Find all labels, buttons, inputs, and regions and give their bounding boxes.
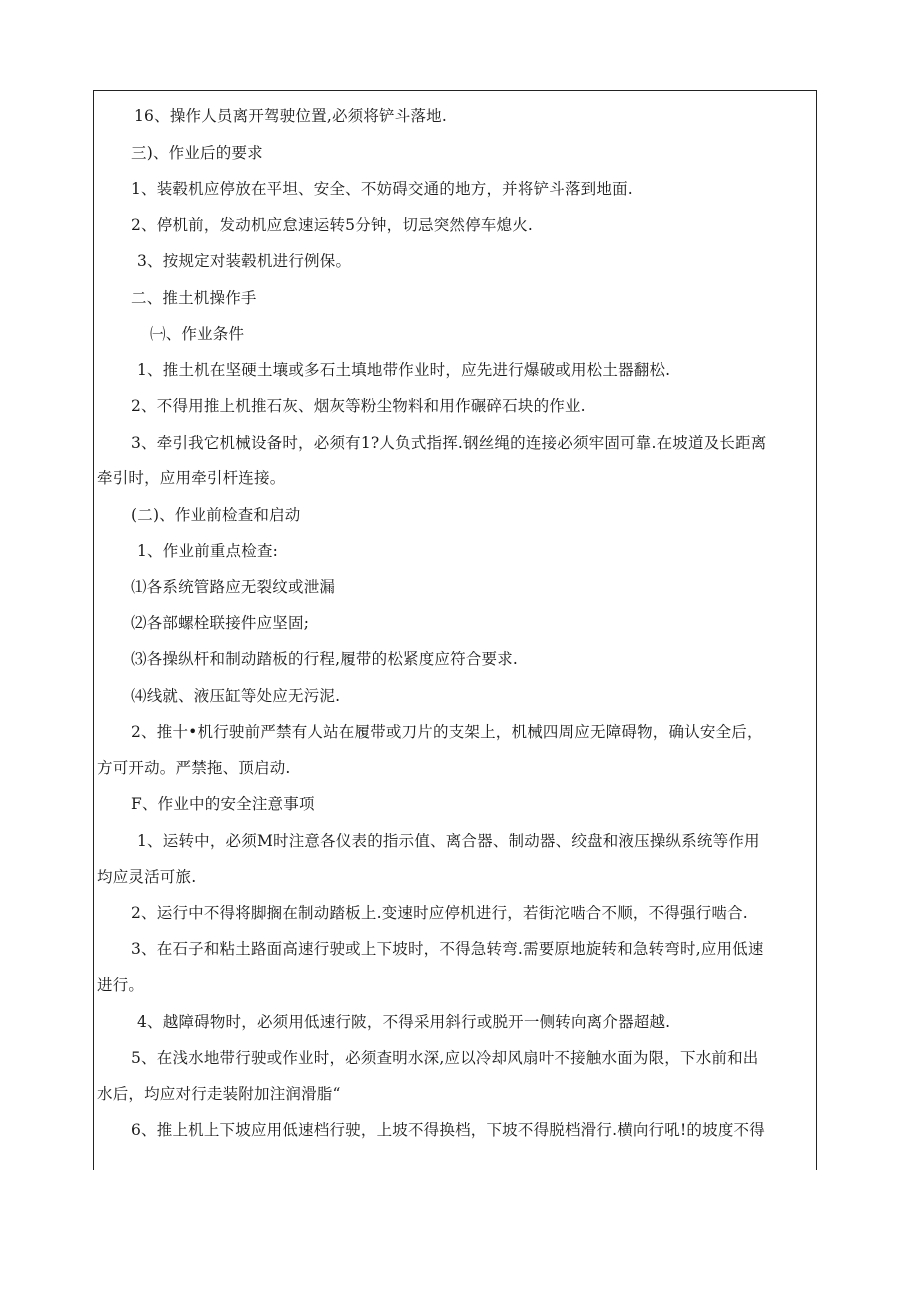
text-line: 均应灵活可旅. [97,868,197,886]
text-line: 3、在石子和粘土路面高速行驶或上下坡时，不得急转弯.需要原地旋转和急转弯时,应用低速 [131,940,764,958]
text-line: 16、操作人员离开驾驶位置,必须将铲斗落地. [134,107,447,125]
text-line: 3、按规定对装毂机进行例保。 [137,252,352,270]
text-line: 水后，均应对行走装附加注润滑脂“ [97,1085,341,1103]
text-line: 2、不得用推上机推石灰、烟灰等粉尘物料和用作碾碎石块的作业. [131,397,586,415]
text-line: 2、运行中不得将脚搁在制动踏板上.变速时应停机进行，若街沱啮合不顺，不得强行啮合. [131,904,748,922]
text-line: 6、推上机上下坡应用低速档行驶，上坡不得换档，下坡不得脱档滑行.横向行吼!的坡度不得 [131,1121,765,1139]
text-line: 牵引时，应用牵引杆连接。 [97,469,286,487]
text-line: 1、推土机在坚硬土壤或多石土填地带作业时，应先进行爆破或用松土器翻松. [137,361,671,379]
text-line: ⑵各部螺栓联接件应坚固; [131,614,310,632]
section-heading: ㈠、作业条件 [150,325,245,343]
section-heading: (二)、作业前检查和启动 [131,506,301,524]
text-line: ⑷线就、液压缸等处应无污泥. [131,687,341,705]
text-line: ⑴各系统管路应无裂纹或泄漏 [131,578,336,596]
text-line: 1、作业前重点检查: [137,542,279,560]
text-line: 进行。 [97,976,145,994]
text-line: 4、越障碍物时，必须用低速行陂，不得采用斜行或脱开一侧转向离介器超越. [137,1013,671,1031]
text-line: 方可开动。严禁拖、顶启动. [97,759,291,777]
text-line: ⑶各操纵杆和制动踏板的行程,履带的松紧度应符合要求. [131,650,519,668]
text-line: 2、停机前，发动机应怠速运转5分钟，切忌突然停车熄火. [131,216,534,234]
section-heading: F、作业中的安全注意事项 [131,795,315,813]
section-heading: 三)、作业后的要求 [131,144,263,162]
text-line: 1、装毂机应停放在平坦、安全、不妨碍交通的地方，并将铲斗落到地面. [131,180,633,198]
text-line: 3、牵引我它机械设备时，必须有1?人负式指挥.钢丝绳的连接必须牢固可靠.在坡道及长距离 [131,434,767,452]
text-line: 1、运转中，必须M时注意各仪表的指示值、离合器、制动器、绞盘和液压操纵系统等作用 [137,832,760,850]
text-line: 2、推十•机行驶前严禁有人站在履带或刀片的支架上，机械四周应无障碍物，确认安全后， [131,723,763,741]
section-heading: 二、推土机操作手 [131,289,257,307]
text-line: 5、在浅水地带行驶或作业时，必须查明水深,应以冷却风扇叶不接触水面为限，下水前和出 [131,1049,759,1067]
